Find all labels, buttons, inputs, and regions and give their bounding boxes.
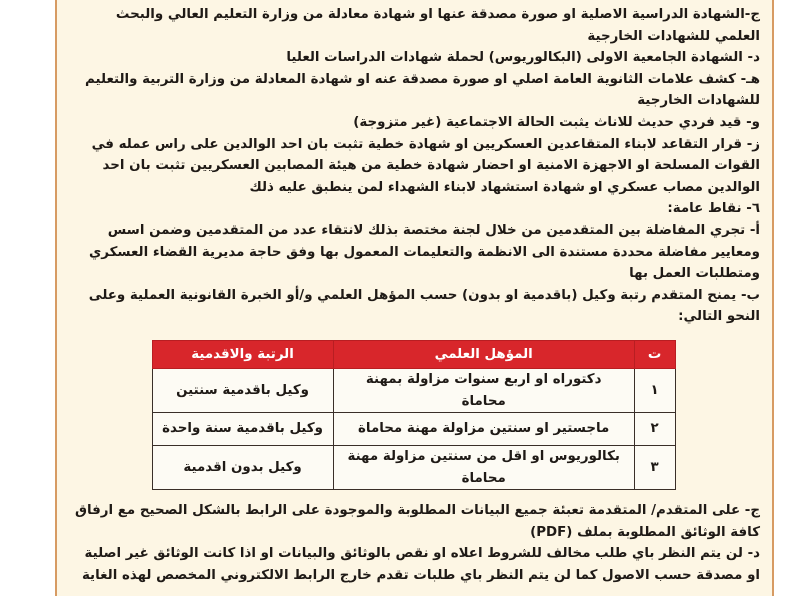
table-row [152,446,675,490]
header-qualification: المؤهل العلمي [333,340,634,368]
table-header-row [152,340,675,368]
table-wrapper [67,340,760,490]
header-rank: الرتبة والاقدمية [152,340,333,368]
cell-number: ٢ [634,413,675,446]
document-page [55,0,774,596]
paragraph-certificate: ج-الشهادة الدراسية الاصلية او صورة مصدقة عنها او شهادة معادلة من وزارة التعليم العالي والبحث العلمي للشهادات الخارجية [115,7,760,44]
cell-number: ١ [634,368,675,412]
paragraph-selection: أ- تجري المفاضلة بين المتقدمين من خلال لجنة مختصة بذلك لانتقاء عدد من المتقدمين وضمن اسس ومعايير مفاضلة محددة مستندة الى الانظمة والتعليمات المعمول بها وفق حاجة مديرية القضاء العسكري ومتطلبات العمل بها [88,222,760,282]
document-content [57,0,772,587]
paragraph-rejection: د- لن يتم النظر باي طلب مخالف للشروط اعلاه او نقص بالوثائق والبيانات او اذا كانت الوثائق غير اصلية او مصدقة حسب الاصول كما لن يتم النظر باي طلبات تقدم خارج الرابط الالكتروني المخصص لهذه الغاية [81,546,760,584]
paragraph-fill-data: ج- على المتقدم/ المتقدمة تعبئة جميع البيانات المطلوبة والموجودة على الرابط بالشكل الصحيح مع ارفاق كافة الوثائق المطلوبة بملف (PDF) [75,503,760,540]
paragraph-civil-record: و- قيد فردي حديث للاناث يثبت الحالة الاجتماعية (غير متزوجة) [353,114,760,130]
header-number: ت [634,340,675,368]
cell-rank: وكيل بدون اقدمية [152,446,333,490]
paragraph-retirement: ز- قرار التقاعد لابناء المتقاعدين العسكريين او شهادة خطية تثبت بان احد الوالدين على راس عمله في القوات المسلحة او الاجهزة الامنية او احضار شهادة خطية من هيئة المصابين العسكريين تثبت بان احد الوالدين مصاب عسكري او شهادة استشهاد لابناء الشهداء لمن ينطبق عليه ذلك [91,136,760,195]
paragraph-rank: ب- يمنح المتقدم رتبة وكيل (باقدمية او بدون) حسب المؤهل العلمي و/أو الخبرة القانونية العملية وعلى النحو التالي: [88,287,760,325]
cell-qualification: دكتوراه او اربع سنوات مزاولة بمهنة محاماة [333,368,634,412]
paragraph-high-school: هـ- كشف علامات الثانوية العامة اصلي او صورة مصدقة عنه او شهادة المعادلة من وزارة التربية والتعليم للشهادات الخارجية [85,71,760,109]
section-heading-general-points: ٦- نقاط عامة: [667,201,760,217]
table-row [152,413,675,446]
cell-rank: وكيل باقدمية سنتين [152,368,333,412]
cell-number: ٣ [634,446,675,490]
table-row [152,368,675,412]
cell-rank: وكيل باقدمية سنة واحدة [152,413,333,446]
cell-qualification: بكالوريوس او اقل من سنتين مزاولة مهنة محاماة [333,446,634,490]
qualification-table [152,340,676,490]
cell-qualification: ماجستير او سنتين مزاولة مهنة محاماة [333,413,634,446]
paragraph-bachelor: د- الشهادة الجامعية الاولى (البكالوريوس) لحملة شهادات الدراسات العليا [286,50,760,66]
